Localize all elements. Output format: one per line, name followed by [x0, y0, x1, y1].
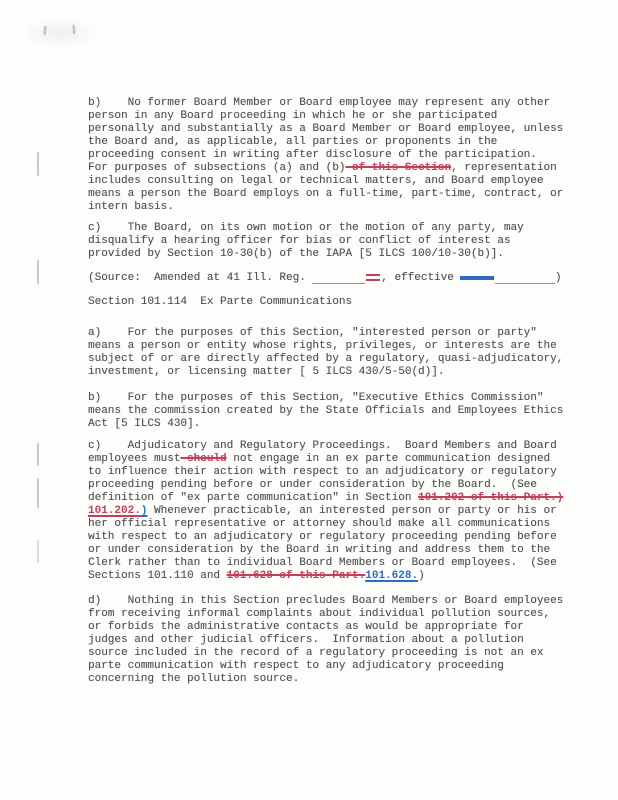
margin-change-bar — [37, 478, 39, 508]
paragraph-b-executive-ethics-commission — [88, 392, 563, 431]
inserted-text-blue: ) — [140, 505, 148, 517]
margin-change-bar — [37, 540, 39, 563]
text-line: 101.202.) Whenever practicable, an interested person or party or his or — [88, 505, 557, 517]
text-line: provided by Section 10-30(b) of the IAPA [5 ILCS 100/10-30(b)]. — [88, 248, 504, 260]
text-line: Act [5 ILCS 430]. — [88, 418, 201, 430]
text-line: judges and other judicial officers. Information about a pollution — [88, 634, 524, 646]
text-line: personally and substantially as a Board Member or Board employee, unless — [88, 123, 564, 135]
blue-mark — [460, 276, 494, 280]
text-line: with respect to an adjudicatory or regulatory proceeding pending before — [88, 531, 557, 543]
text-line: investment, or licensing matter [ 5 ILCS 430/5-50(d)]. — [88, 366, 445, 378]
text-line: source included in the record of a regulatory proceeding is not an ex — [88, 647, 544, 659]
text-line: parte communication with respect to any adjudicatory proceeding — [88, 660, 504, 672]
inserted-text-blue: 101.628. — [365, 570, 419, 582]
text-line: For purposes of subsections (a) and (b) of this Section, representation — [88, 162, 557, 174]
section-heading-101-114 — [88, 296, 563, 309]
text-line: to influence their action with respect to an adjudicatory or regulatory — [88, 466, 557, 478]
text-line: proceeding consent in writing after disclosure of the participation. — [88, 149, 537, 161]
text-line: c) The Board, on its own motion or the motion of any party, may — [88, 222, 524, 234]
text-line: or under consideration by the Board in writing and address them to the — [88, 544, 551, 556]
text-line: means a person or entity whose rights, privileges, or interests are the — [88, 340, 557, 352]
text-line: b) For the purposes of this Section, "Executive Ethics Commission" — [88, 392, 544, 404]
deleted-text-strikethrough: 101.202 of this Part.) — [418, 492, 564, 504]
text-line: Sections 101.110 and 101.628 of this Part.101.628.) — [88, 570, 425, 582]
deleted-text-strikethrough: 101.628 of this Part. — [226, 570, 366, 582]
inserted-text-red: 101.202. — [88, 505, 141, 517]
paragraph-b-former-member-representation — [88, 97, 563, 214]
margin-change-bar — [37, 260, 39, 284]
text-line: c) Adjudicatory and Regulatory Proceedings. Board Members and Board — [88, 440, 557, 452]
paragraph-c-adjudicatory-regulatory-proceedings — [88, 440, 563, 583]
text-line: intern basis. — [88, 201, 174, 213]
text-line: her official representative or attorney should make all communications — [88, 518, 551, 530]
text-line: includes consulting on legal or technical matters, and Board employee — [88, 175, 544, 187]
text-line: b) No former Board Member or Board employee may represent any other — [88, 97, 551, 109]
deleted-text-strikethrough: of this Section — [345, 162, 452, 174]
margin-change-bar — [37, 443, 39, 466]
paragraph-c-hearing-officer-disqualification — [88, 222, 563, 261]
text-line: d) Nothing in this Section precludes Board Members or Board employees — [88, 595, 564, 607]
scan-smudge-artifact — [28, 18, 100, 46]
text-line: (Source: Amended at 41 Ill. Reg. , effective ) — [88, 272, 562, 284]
red-mark — [366, 274, 380, 281]
text-line: proceeding pending before or under consideration by the Board. (See — [88, 479, 537, 491]
text-line: person in any Board proceeding in which he or she participated — [88, 110, 498, 122]
text-line: means the commission created by the State Officials and Employees Ethics — [88, 405, 564, 417]
source-note-line — [88, 272, 563, 285]
fill-in-blank-line — [312, 272, 365, 284]
text-line: Clerk rather than to individual Board Members or Board employees. (See — [88, 557, 557, 569]
text-line: the Board and, as applicable, all parties or proponents in the — [88, 136, 498, 148]
text-line: a) For the purposes of this Section, "interested person or party" — [88, 327, 537, 339]
text-line: Section 101.114 Ex Parte Communications — [88, 296, 353, 308]
text-line: disqualify a hearing officer for bias or conflict of interest as — [88, 235, 511, 247]
text-line: subject of or are directly affected by a regulatory, quasi-adjudicatory, — [88, 353, 564, 365]
fill-in-blank-line — [495, 272, 554, 284]
paragraph-a-interested-person-definition — [88, 327, 563, 379]
text-line: employees must should not engage in an ex parte communication designed — [88, 453, 551, 465]
text-line: or forbids the administrative contacts as would be appropriate for — [88, 621, 524, 633]
text-line: from receiving informal complaints about individual pollution sources, — [88, 608, 551, 620]
margin-change-bar — [37, 152, 39, 176]
text-line: concerning the pollution source. — [88, 673, 300, 685]
document-content — [88, 97, 563, 686]
text-line: means a person the Board employs on a full-time, part-time, contract, or — [88, 188, 564, 200]
paragraph-d-informal-complaints — [88, 595, 563, 686]
text-line: definition of "ex parte communication" in Section 101.202 of this Part.) — [88, 492, 564, 504]
deleted-text-strikethrough: should — [180, 453, 227, 465]
